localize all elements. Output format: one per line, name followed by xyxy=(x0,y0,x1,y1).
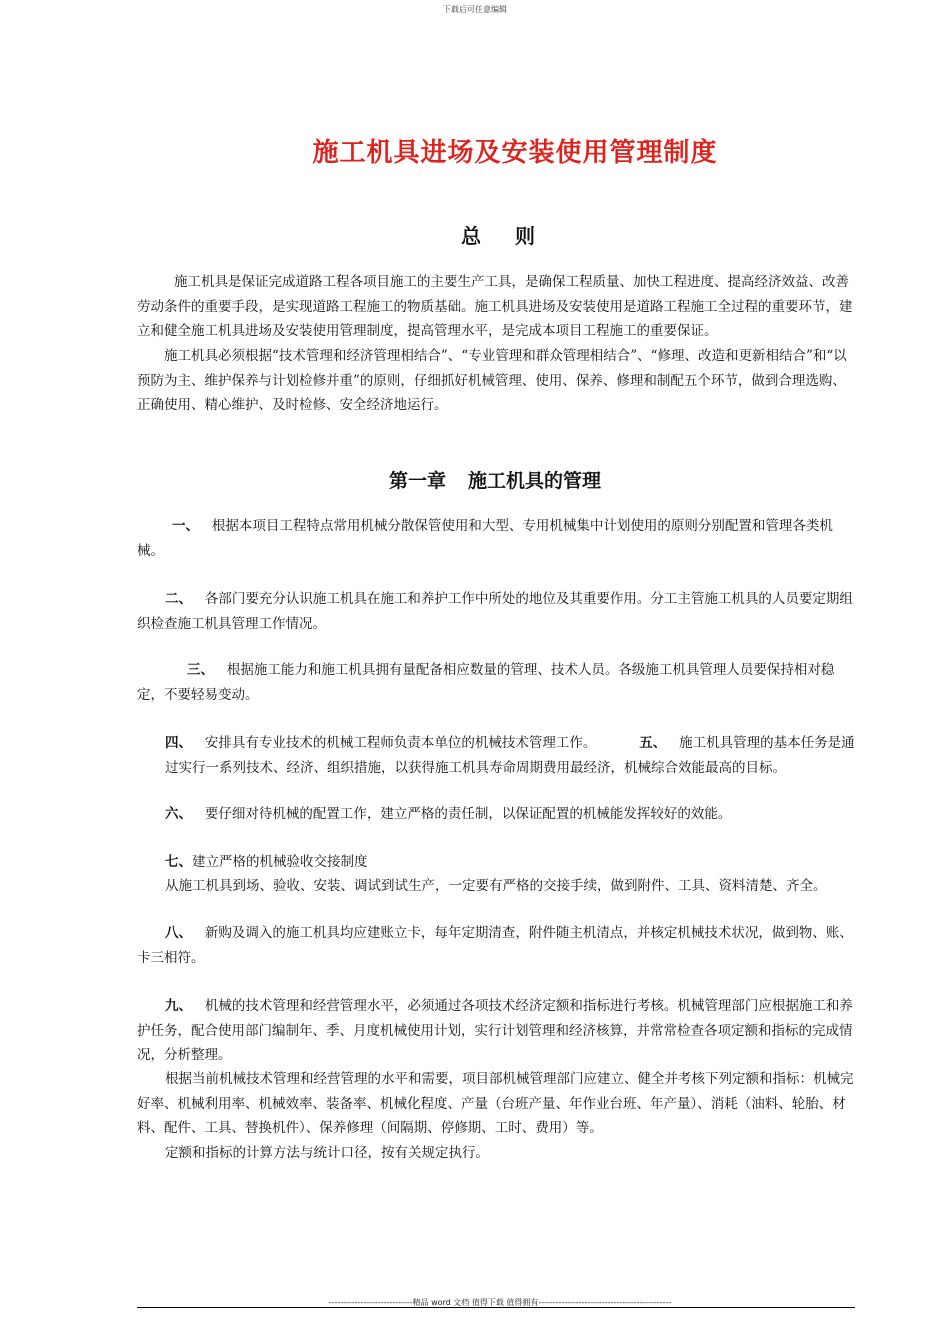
item-4-label: 四、 xyxy=(165,735,192,751)
item-6-text: 要仔细对待机械的配置工作，建立严格的责任制，以保证配置的机械能发挥较好的效能。 xyxy=(204,806,732,822)
item-3 xyxy=(137,658,857,707)
item-1-text: 根据本项目工程特点常用机械分散保管使用和大型、专用机械集中计划使用的原则分别配置和管理各类机械。 xyxy=(137,518,833,559)
item-2-label: 二、 xyxy=(165,591,192,607)
item-3-text: 根据施工能力和施工机具拥有量配备相应数量的管理、技术人员。各级施工机具管理人员要保持相对稳定，不要轻易变动。 xyxy=(137,662,835,703)
item-9-label: 九、 xyxy=(165,998,192,1014)
item-7-sub: 从施工机具到场、验收、安装、调试到试生产，一定要有严格的交接手续，做到附件、工具、资料清楚、齐全。 xyxy=(165,878,827,894)
chapter-title xyxy=(0,466,950,493)
item-7-text: 建立严格的机械验收交接制度 xyxy=(192,854,368,870)
item-7 xyxy=(165,850,865,875)
general-heading: 总则 xyxy=(461,224,569,248)
calculation-paragraph: 定额和指标的计算方法与统计口径，按有关规定执行。 xyxy=(165,1145,489,1161)
item-2-text: 各部门要充分认识施工机具在施工和养护工作中所处的地位及其重要作用。分工主管施工机具的人员要定期组织检查施工机具管理工作情况。 xyxy=(137,591,853,632)
chapter-name: 施工机具的管理 xyxy=(468,470,602,492)
item-7-label: 七、 xyxy=(165,854,192,870)
item-8 xyxy=(137,921,857,970)
item-8-text: 新购及调入的施工机具均应建账立卡，每年定期清查，附件随主机清点，并核定机械技术状况，做到物、账、卡三相符。 xyxy=(137,925,853,966)
item-2 xyxy=(137,587,857,636)
item-8-label: 八、 xyxy=(165,925,192,941)
indicators-paragraph: 根据当前机械技术管理和经营管理的水平和需要，项目部机械管理部门应建立、健全并考核下列定额和指标：机械完好率、机械利用率、机械效率、装备率、机械化程度、产量（台班产量、年作业台班、年产量）、消耗（油料、轮胎、材料、配件、工具、替换机件）、保养修理（间隔期、停修期、工时、费用）等。 xyxy=(137,1071,854,1136)
item-5-text: 施工机具管理的基本任务是通过实行一系列技术、经济、组织措施，以获得施工机具寿命周期费用最经济，机械综合效能最高的目标。 xyxy=(165,735,855,776)
general-paragraph-1: 施工机具是保证完成道路工程各项目施工的主要生产工具，是确保工程质量、加快工程进度、提高经济效益、改善劳动条件的重要手段，是实现道路工程施工的物质基础。施工机具进场及安装使用是道路工程施工全过程的重要环节，建立和健全施工机具进场及安装使用管理制度，提高管理水平，是完成本项目工程施工的重要保证。 xyxy=(137,274,853,339)
footer-rule xyxy=(137,1307,855,1308)
item-5-label: 五、 xyxy=(639,735,667,751)
item-4-5 xyxy=(165,731,865,780)
item-9-text: 机械的技术管理和经营管理水平，必须通过各项技术经济定额和指标进行考核。机械管理部门应根据施工和养护任务，配合使用部门编制年、季、月度机械使用计划，实行计划管理和经济核算，并常常检查各项定额和指标的完成情况，分析整理。 xyxy=(137,998,853,1063)
item-1-label: 一、 xyxy=(172,518,199,534)
header-note: 下载后可任意编辑 xyxy=(443,5,507,14)
item-9 xyxy=(137,994,857,1068)
document-title: 施工机具进场及安装使用管理制度 xyxy=(312,138,718,168)
item-6 xyxy=(165,802,865,827)
item-4-text: 安排具有专业技术的机械工程师负责本单位的机械技术管理工作。 xyxy=(204,735,597,751)
item-1 xyxy=(137,514,857,563)
item-3-label: 三、 xyxy=(187,662,214,678)
general-paragraph-2: 施工机具必须根据“技术管理和经济管理相结合”、“专业管理和群众管理相结合”、“修理、改造和更新相结合”和“以预防为主、维护保养与计划检修并重”的原则，仔细抓好机械管理、使用、保养、修理和制配五个环节，做到合理选购、正确使用、精心维护、及时检修、安全经济地运行。 xyxy=(137,348,847,413)
footer-text: -----------------------------精品 word 文档 值得下载 值得拥有---------------------------------------------- xyxy=(328,1298,672,1307)
item-6-label: 六、 xyxy=(165,806,192,822)
chapter-number: 第一章 xyxy=(388,470,446,492)
